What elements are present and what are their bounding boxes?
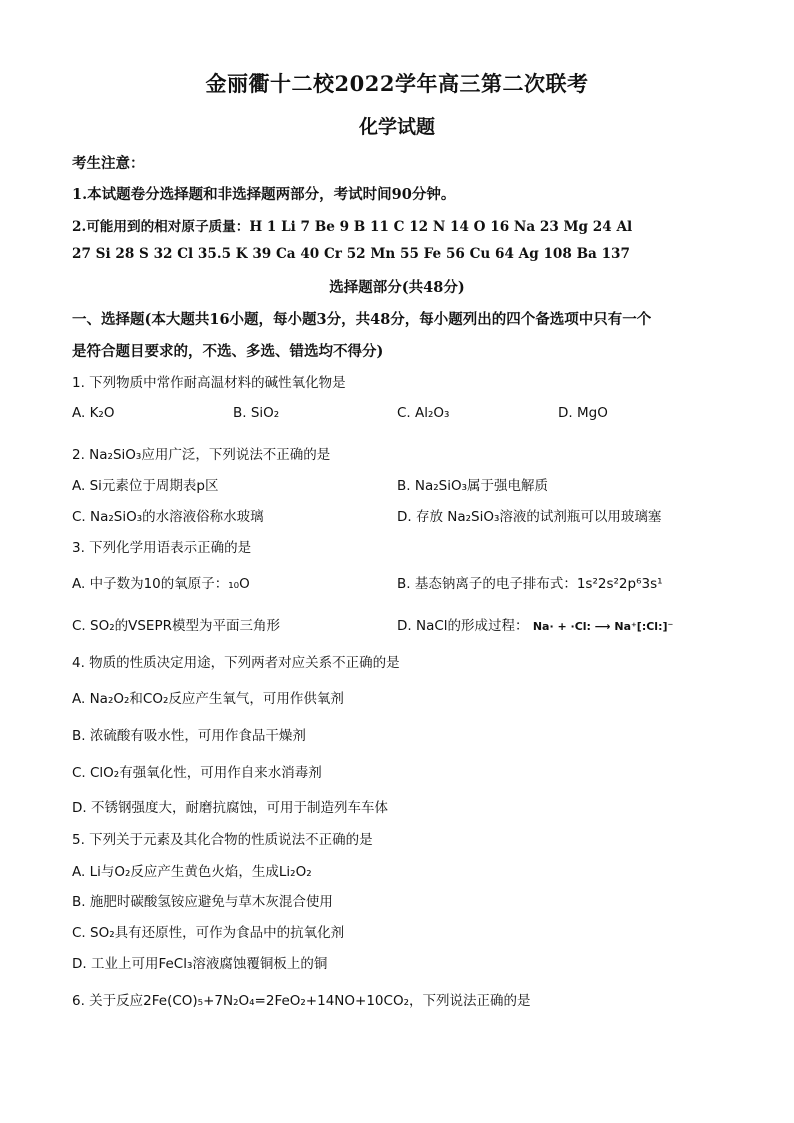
notice-item-2-line-2: 27 Si 28 S 32 Cl 35.5 K 39 Ca 40 Cr 52 Mn 55 Fe 56 Cu 64 Ag 108 Ba 137: [72, 246, 630, 262]
nacl-lewis-formation: Na· + ·Cl: ⟶ Na⁺[:Cl:]⁻: [532, 620, 674, 633]
question-2-option-a: A. Si元素位于周期表p区: [72, 478, 219, 494]
section-instruction-line-1: 一、选择题(本大题共16小题，每小题3分，共48分，每小题列出的四个备选项中只有一个: [72, 311, 652, 328]
question-1-option-d: D. MgO: [558, 405, 608, 421]
question-3-stem: 3. 下列化学用语表示正确的是: [72, 540, 252, 556]
question-4-option-c: C. ClO₂有强氧化性，可用作自来水消毒剂: [72, 765, 322, 781]
question-1-stem: 1. 下列物质中常作耐高温材料的碱性氧化物是: [72, 375, 346, 391]
question-3-option-a: A. 中子数为10的氧原子：₁₀O: [72, 576, 250, 592]
question-2-option-b: B. Na₂SiO₃属于强电解质: [397, 478, 548, 494]
notice-heading: 考生注意：: [72, 155, 145, 172]
section-instruction-line-2: 是符合题目要求的，不选、多选、错选均不得分): [72, 343, 384, 360]
question-3-option-b: B. 基态钠离子的电子排布式：1s²2s²2p⁶3s¹: [397, 576, 663, 592]
part-title: 选择题部分(共48分): [329, 279, 465, 296]
question-1-option-a: A. K₂O: [72, 405, 115, 421]
question-2-option-c: C. Na₂SiO₃的水溶液俗称水玻璃: [72, 509, 264, 525]
question-4-option-d: D. 不锈钢强度大，耐磨抗腐蚀，可用于制造列车车体: [72, 800, 388, 816]
question-6-stem: 6. 关于反应2Fe(CO)₅+7N₂O₄=2FeO₂+14NO+10CO₂，下列说法正确的是: [72, 993, 531, 1009]
question-5-option-d: D. 工业上可用FeCl₃溶液腐蚀覆铜板上的铜: [72, 956, 328, 972]
question-2-stem: 2. Na₂SiO₃应用广泛，下列说法不正确的是: [72, 447, 331, 463]
exam-subtitle: 化学试题: [358, 116, 435, 138]
notice-item-1: 1.本试题卷分选择题和非选择题两部分，考试时间90分钟。: [72, 186, 456, 203]
question-1-option-c: C. Al₂O₃: [397, 405, 450, 421]
question-1-option-b: B. SiO₂: [233, 405, 280, 421]
question-2-option-d: D. 存放 Na₂SiO₃溶液的试剂瓶可以用玻璃塞: [397, 509, 662, 525]
question-5-option-a: A. Li与O₂反应产生黄色火焰，生成Li₂O₂: [72, 864, 312, 880]
question-5-stem: 5. 下列关于元素及其化合物的性质说法不正确的是: [72, 832, 373, 848]
question-4-option-b: B. 浓硫酸有吸水性，可用作食品干燥剂: [72, 728, 306, 744]
question-3-option-c: C. SO₂的VSEPR模型为平面三角形: [72, 618, 280, 634]
question-5-option-c: C. SO₂具有还原性，可作为食品中的抗氧化剂: [72, 925, 345, 941]
question-3-option-d-label: D. NaCl的形成过程：: [397, 618, 529, 634]
question-5-option-b: B. 施肥时碳酸氢铵应避免与草木灰混合使用: [72, 894, 333, 910]
question-4-stem: 4. 物质的性质决定用途，下列两者对应关系不正确的是: [72, 655, 400, 671]
notice-item-2-line-1: 2.可能用到的相对原子质量：H 1 Li 7 Be 9 B 11 C 12 N 14 O 16 Na 23 Mg 24 Al: [72, 219, 633, 235]
exam-title: 金丽衢十二校2022学年高三第二次联考: [205, 71, 589, 96]
question-3-option-d: [397, 614, 673, 634]
question-4-option-a: A. Na₂O₂和CO₂反应产生氧气，可用作供氧剂: [72, 691, 344, 707]
